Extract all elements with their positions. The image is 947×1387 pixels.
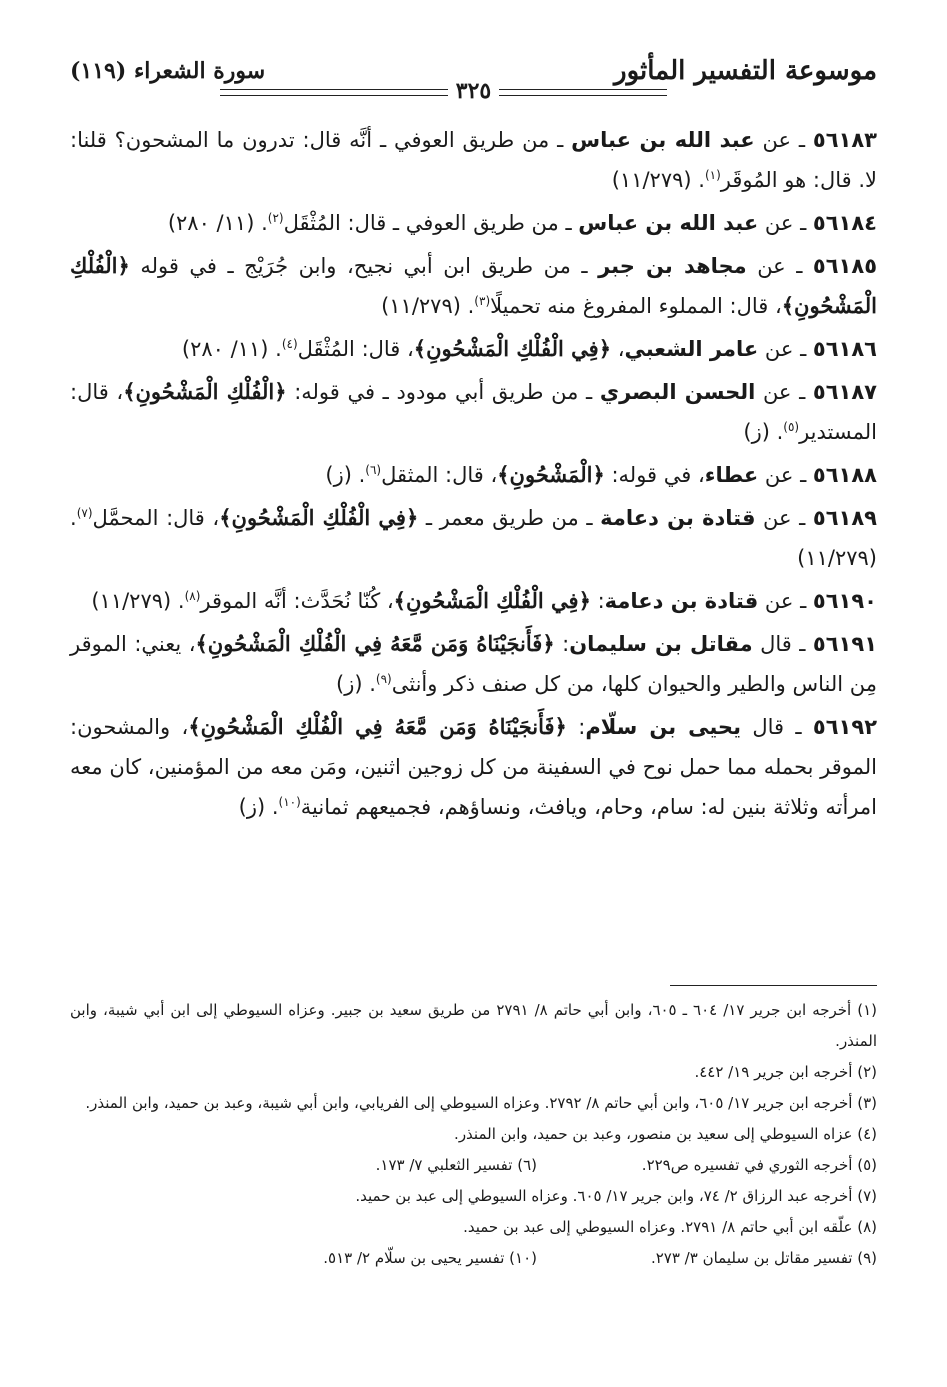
main-text [70, 120, 877, 830]
footnote-row-5-6 [70, 1150, 877, 1181]
entry-text-2: ، يعني: الموقر مِن الناس والطير والحيوان كلها، من كل صنف ذكر وأنثى [70, 632, 877, 696]
entry-prefix: ـ عن [758, 589, 813, 613]
entry-text: : [554, 632, 570, 656]
footnote-9: (٩) تفسير مقاتل بن سليمان ٣/ ٢٧٣. [650, 1249, 877, 1267]
entry-text: ـ من طريق معمر ـ [418, 506, 601, 530]
footnote-1: (١) أخرجه ابن جرير ١٧/ ٦٠٤ ـ ٦٠٥، وابن أبي حاتم ٨/ ٢٧٩١ من طريق سعيد بن جبير. وعزاه السيوطي إلى ابن أبي شيبة، وابن المنذر. [70, 1001, 878, 1050]
footnote-ref: (٣) [474, 294, 491, 308]
entry-56189 [70, 498, 877, 578]
entry-number: ٥٦١٨٨ [812, 463, 877, 487]
entry-text: : [590, 589, 605, 613]
footnote-8: (٨) علّقه ابن أبي حاتم ٨/ ٢٧٩١. وعزاه السيوطي إلى عبد بن حميد. [463, 1218, 877, 1236]
entry-56185 [70, 246, 877, 326]
entry-ref: . (ز) [325, 463, 366, 487]
entry-56184 [70, 203, 877, 243]
entry-ref: . (ز) [743, 420, 784, 444]
footnote-row-9-10 [70, 1243, 877, 1274]
footnote-10: (١٠) تفسير يحيى بن سلّام ٢/ ٥١٣. [323, 1249, 537, 1267]
entry-prefix: ـ قال [740, 715, 813, 739]
entry-text-2: ، قال: المُثْقَل [297, 337, 414, 361]
entry-author: الحسن البصري [599, 380, 756, 404]
footnote-ref: (٥) [783, 420, 800, 434]
footnotes [70, 995, 877, 1274]
quran-quote: ﴿الْفُلْكِ الْمَشْحُونِ﴾ [123, 379, 287, 404]
entry-56183 [70, 120, 877, 200]
entry-author: مقاتل بن سليمان [569, 632, 753, 656]
page-number: ٣٢٥ [448, 78, 499, 104]
footnote-ref: (١) [704, 168, 721, 182]
entry-text: ، [611, 337, 625, 361]
entry-author: قتادة بن دعامة [600, 506, 756, 530]
header-rule [220, 89, 667, 96]
quran-quote: ﴿فَأَنجَيْنَاهُ وَمَن مَّعَهُ فِي الْفُلْكِ الْمَشْحُونِ﴾ [195, 631, 555, 656]
entry-ref: . (١١/٢٧٩) [381, 294, 475, 318]
entry-ref: . (١١/٢٧٩) [91, 589, 185, 613]
entry-number: ٥٦١٨٥ [812, 254, 878, 278]
entry-number: ٥٦١٨٣ [812, 128, 877, 152]
entry-prefix: ـ عن [758, 463, 813, 487]
entry-author: مجاهد بن جبر [598, 254, 747, 278]
page-header [70, 48, 877, 108]
entry-56191 [70, 624, 877, 704]
footnote-7: (٧) أخرجه عبد الرزاق ٢/ ٧٤، وابن جرير ١٧/ ٦٠٥. وعزاه السيوطي إلى عبد بن حميد. [355, 1187, 877, 1205]
entry-text: ، في قوله: [604, 463, 705, 487]
entry-prefix: ـ عن [758, 337, 813, 361]
entry-ref: . (ز) [336, 672, 376, 696]
entry-56188 [70, 455, 877, 495]
entry-number: ٥٦١٩١ [812, 632, 878, 656]
entry-prefix: ـ عن [754, 128, 813, 152]
surah-name: سورة الشعراء (١١٩) [70, 58, 266, 84]
entry-56186 [70, 329, 877, 369]
entry-number: ٥٦١٨٩ [812, 506, 877, 530]
entry-text: ـ من طريق ابن أبي نجيح، وابن جُرَيْج ـ في قوله [129, 254, 599, 278]
entry-text-2: ، قال: المستدير [70, 380, 877, 444]
footnote-ref: (١٠) [278, 795, 301, 809]
entry-ref: . (ز) [238, 795, 279, 819]
entry-text: ـ من طريق العوفي ـ أنَّه قال: تدرون ما المشحون؟ قلنا: لا. قال: هو المُوقَر [70, 128, 877, 192]
book-title: موسوعة التفسير المأثور [614, 56, 877, 86]
entry-prefix: ـ عن [746, 254, 813, 278]
entry-author: يحيى بن سلّام [585, 715, 741, 739]
entry-text-2: ، قال: المحمَّل [92, 506, 220, 530]
entry-prefix: ـ عن [755, 380, 813, 404]
entry-ref: . (١١/ ٢٨٠) [181, 337, 282, 361]
entry-56192 [70, 707, 877, 827]
quran-quote: ﴿فِي الْفُلْكِ الْمَشْحُونِ﴾ [219, 505, 419, 530]
entry-text: : [566, 715, 586, 739]
entry-author: عامر الشعبي [624, 337, 759, 361]
footnote-ref: (٢) [267, 211, 284, 225]
footnote-ref: (٤) [281, 337, 298, 351]
entry-prefix: ـ قال [752, 632, 813, 656]
entry-number: ٥٦١٩٠ [812, 589, 877, 613]
entry-author: عبد الله بن عباس [578, 211, 759, 235]
footnote-5: (٥) أخرجه الثوري في تفسيره ص٢٢٩. [641, 1156, 877, 1174]
quran-quote: ﴿الْفُلْكِ الْمَشْحُونِ﴾ [70, 253, 877, 318]
entry-text: ـ من طريق العوفي ـ قال: المُثْقَل [283, 211, 579, 235]
entry-text-2: ، كُنّا نُحَدَّث: أنَّه الموقر [200, 589, 394, 613]
footnote-ref: (٧) [76, 506, 93, 520]
entry-text-2: ، قال: المثقل [381, 463, 498, 487]
entry-number: ٥٦١٨٦ [812, 337, 877, 361]
entry-text: ـ من طريق أبي مودود ـ في قوله: [286, 380, 600, 404]
entry-number: ٥٦١٨٧ [812, 380, 877, 404]
footnote-6: (٦) تفسير الثعلبي ٧/ ١٧٣. [375, 1156, 537, 1174]
footnote-ref: (٦) [365, 463, 382, 477]
entry-text-2: ، قال: المملوء المفروغ منه تحميلًا [490, 294, 782, 318]
footnote-separator [670, 985, 877, 986]
quran-quote: ﴿فِي الْفُلْكِ الْمَشْحُونِ﴾ [413, 336, 612, 361]
entry-text-2: ، والمشحون: الموقر بحمله مما حمل نوح في السفينة من كل زوجين اثنين، ومَن معه من المؤمنين، كان معه امرأته وثلاثة بنين له: سام، وحام، ويافث، ونساؤهم، فجميعهم ثمانية [70, 715, 877, 819]
footnote-ref: (٩) [375, 672, 392, 686]
entry-author: قتادة بن دعامة [604, 589, 759, 613]
quran-quote: ﴿فَأَنجَيْنَاهُ وَمَن مَّعَهُ فِي الْفُلْكِ الْمَشْحُونِ﴾ [188, 714, 567, 739]
footnote-4: (٤) عزاه السيوطي إلى سعيد بن منصور، وعبد بن حميد، وابن المنذر. [454, 1125, 877, 1143]
entry-author: عطاء [704, 463, 759, 487]
entry-author: عبد الله بن عباس [571, 128, 755, 152]
entry-number: ٥٦١٩٢ [812, 715, 878, 739]
entry-ref: . (١١/٢٧٩) [70, 506, 877, 570]
entry-prefix: ـ عن [755, 506, 813, 530]
quran-quote: ﴿فِي الْفُلْكِ الْمَشْحُونِ﴾ [393, 588, 591, 613]
entry-56187 [70, 372, 877, 452]
entry-56190 [70, 581, 877, 621]
quran-quote: ﴿الْمَشْحُونِ﴾ [497, 462, 605, 487]
footnote-ref: (٨) [184, 589, 201, 603]
entry-number: ٥٦١٨٤ [812, 211, 877, 235]
footnote-3: (٣) أخرجه ابن جرير ١٧/ ٦٠٥، وابن أبي حاتم ٨/ ٢٧٩٢. وعزاه السيوطي إلى الفريابي، وابن أبي شيبة، وعبد بن حميد، وابن المنذر. [85, 1094, 877, 1112]
entry-prefix: ـ عن [758, 211, 813, 235]
entry-ref: . (١١/ ٢٨٠) [167, 211, 268, 235]
footnote-2: (٢) أخرجه ابن جرير ١٩/ ٤٤٢. [694, 1063, 877, 1081]
entry-ref: . (١١/٢٧٩) [611, 168, 705, 192]
